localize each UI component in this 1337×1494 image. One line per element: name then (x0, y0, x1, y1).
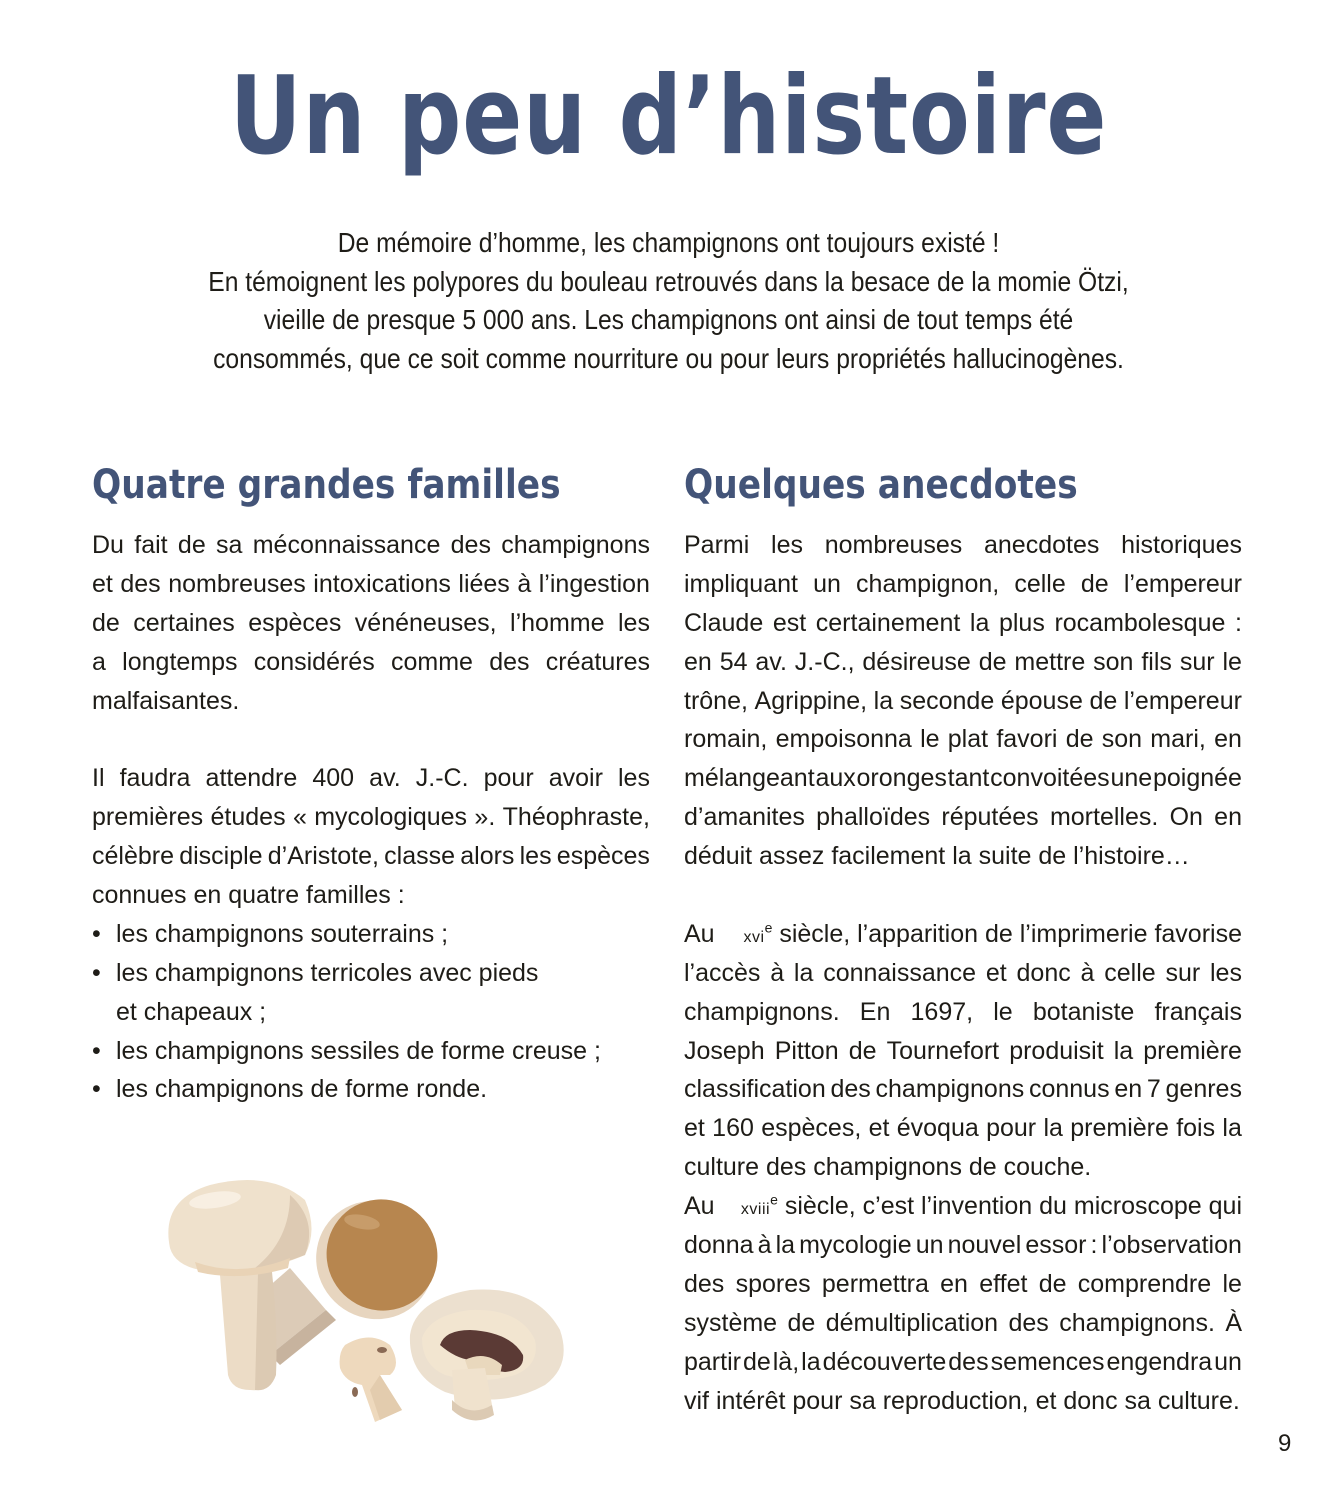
text-word: français (1154, 997, 1242, 1026)
list-item (92, 915, 650, 954)
text-word: longtemps (122, 647, 238, 676)
text-word: disciple (179, 842, 263, 871)
text-line (92, 798, 650, 837)
text-word: la (873, 686, 894, 715)
text-word: fait (134, 531, 168, 559)
text-word: celle (1014, 569, 1066, 598)
text-word: champignon, (856, 569, 1000, 598)
text-word: nombreuses (824, 531, 963, 559)
text-word: Joseph (684, 1036, 765, 1065)
text-line (684, 915, 1242, 954)
text-word: là, (772, 1347, 800, 1376)
text-word: classification (684, 1075, 826, 1104)
century-numeral (741, 1187, 1242, 1226)
text-word: nombreuses (168, 569, 306, 598)
text-word: partir (684, 1347, 741, 1376)
text-word: J.-C., (794, 647, 855, 676)
bullet-icon: • (92, 958, 101, 987)
text-word: Théophraste, (502, 803, 650, 832)
text-word: champignons (501, 531, 650, 559)
text-word: 1697, (910, 997, 974, 1026)
text-word: en (1214, 725, 1242, 754)
text-word: épouse (1000, 686, 1083, 715)
text-word: mycologiques (314, 803, 468, 832)
text-word: mortelles. (1049, 803, 1159, 832)
text-word: certaines (133, 608, 235, 637)
text-line (92, 565, 650, 604)
text-word: désireuse (862, 647, 971, 676)
text-word: d’Aristote, (267, 842, 379, 871)
text-word: de (742, 1347, 771, 1376)
text-word: de (848, 1036, 877, 1065)
text-line (684, 1226, 1242, 1265)
text-word: ». (474, 803, 496, 832)
text-line (92, 759, 650, 798)
text-word: champignons. (1059, 1308, 1215, 1337)
text-word: la (801, 1347, 821, 1376)
text-word: fois (1176, 1114, 1216, 1143)
text-line (684, 1109, 1242, 1148)
text-line (92, 643, 650, 682)
text-word: les (771, 531, 803, 559)
text-word: de (787, 1308, 816, 1337)
text-word: On (1169, 803, 1203, 832)
text-word: des (684, 1269, 725, 1298)
text-word: historiques (1121, 531, 1242, 559)
text-word: produisit (1009, 1036, 1104, 1065)
text-line (684, 1070, 1242, 1109)
text-word: liées (458, 569, 510, 598)
text-word: Agrippine, (754, 686, 868, 715)
text-word: évoqua (896, 1114, 979, 1143)
text-word: fils (1141, 647, 1172, 676)
text-word: champignons. (684, 997, 840, 1026)
text-word: le (920, 725, 940, 754)
text-word: des (948, 1347, 989, 1376)
text-word: nouvel (947, 1231, 1022, 1260)
text-word: a (92, 647, 106, 676)
text-word: et (868, 1114, 890, 1143)
text-word: en (940, 1269, 968, 1298)
text-word: certainement (815, 608, 961, 637)
text-line (684, 1187, 1242, 1226)
text-word: le (993, 997, 1013, 1026)
text-line (684, 1265, 1242, 1304)
anecdotes-paragraph-3 (684, 1187, 1242, 1420)
text-word: est (772, 608, 807, 637)
century-roman: xviii (740, 1201, 771, 1219)
text-word: semences (990, 1347, 1105, 1376)
century-numeral (744, 915, 1243, 954)
text-word: empoisonna (775, 725, 912, 754)
text-word: Parmi (684, 531, 750, 559)
text-word: la (1113, 1036, 1134, 1065)
text-word: les (618, 608, 650, 637)
text-word: av. (755, 647, 787, 676)
text-word: À (1225, 1308, 1242, 1337)
intro-line: vieille de presque 5 000 ans. Les champignons ont ainsi de tout temps été (263, 304, 1074, 336)
text-word: attendre (205, 764, 298, 793)
text-word: la (1043, 1114, 1063, 1143)
text-word: premières (92, 803, 204, 832)
text-word: plus (998, 608, 1045, 637)
text-word: espèces (248, 608, 342, 637)
left-column (92, 456, 650, 1109)
text-word: rocambolesque (1054, 608, 1226, 637)
text-word: la (969, 608, 990, 637)
text-word: première (1143, 1036, 1242, 1065)
text-word: poignée (1152, 764, 1242, 793)
list-item (92, 954, 650, 993)
text-rest: siècle, c’est l’invention du microscope qui (784, 1192, 1242, 1221)
text-word: l’accès (684, 958, 761, 987)
text-word: sur (1165, 958, 1201, 987)
text-word: donc (1016, 958, 1071, 987)
anecdotes-paragraph-1 (684, 526, 1242, 876)
text-word: essor (1025, 1231, 1087, 1260)
text-word: alors (460, 842, 515, 871)
white-mushroom-gills (410, 1290, 564, 1421)
text-line (684, 993, 1242, 1032)
text-word: à (757, 1231, 772, 1260)
text-word: classe (384, 842, 456, 871)
text-word: la (1222, 1114, 1242, 1143)
text-word: genres (1165, 1075, 1242, 1104)
text-word: le (1222, 647, 1242, 676)
text-word: l’observation (1101, 1231, 1242, 1260)
text-word: créatures (545, 647, 650, 676)
text-word: anecdotes (984, 531, 1100, 559)
text-word: le (1222, 1269, 1242, 1298)
text-word: celle (1104, 958, 1156, 987)
text-word: des (830, 1075, 871, 1104)
text-word: : (1234, 608, 1242, 637)
text-word: méconnaissance (252, 531, 441, 559)
text-word: un (813, 569, 841, 598)
text-word: romain, (684, 725, 768, 754)
text-line (684, 759, 1242, 798)
text-word: des (120, 569, 161, 598)
text-word: mari, (1150, 725, 1206, 754)
bullet-icon: • (92, 1075, 101, 1104)
text-word: connus (1028, 1075, 1110, 1104)
text-line (684, 643, 1242, 682)
text-line (684, 604, 1242, 643)
intro-line: consommés, que ce soit comme nourriture ou pour leurs propriétés hallucinogènes. (213, 343, 1124, 375)
text-line: culture des champignons de couche. (684, 1153, 1092, 1182)
right-column (684, 456, 1242, 1420)
text-word: 54 (719, 647, 748, 676)
text-word: oronges (856, 764, 947, 793)
text-word: les (519, 842, 552, 871)
intro-paragraph (100, 224, 1237, 379)
text-word: espèces (556, 842, 650, 871)
text-word: les (1210, 958, 1242, 987)
bullet-icon: • (92, 1036, 101, 1065)
white-mushroom-small (340, 1338, 402, 1423)
text-word: phalloïdes (816, 803, 931, 832)
text-word: comme (390, 647, 473, 676)
text-word: seconde (899, 686, 995, 715)
text-word: 160 (712, 1114, 754, 1143)
text-word: l’homme (510, 608, 605, 637)
text-word: sur (1179, 647, 1215, 676)
text-line (92, 604, 650, 643)
list-item-text: les champignons sessiles de forme creuse ; (116, 1036, 601, 1065)
text-word: et (92, 569, 113, 598)
text-word: comprendre (1077, 1269, 1212, 1298)
text-word: de (1089, 686, 1118, 715)
text-word: « (292, 803, 307, 832)
text-word: et (684, 1114, 705, 1143)
century-roman: xvi (743, 928, 765, 946)
text-line: vif intérêt pour sa reproduction, et donc sa culture. (684, 1386, 1240, 1415)
families-list (92, 915, 650, 1109)
text-word: l’empereur (1123, 569, 1242, 598)
text-word: mycologie (799, 1231, 912, 1260)
text-word: permettra (821, 1269, 929, 1298)
text-word: la (775, 1231, 796, 1260)
anecdotes-paragraph-2 (684, 915, 1242, 1187)
text-word: un (1214, 1347, 1242, 1376)
text-word: les (618, 764, 650, 793)
text-word: connaissance (823, 958, 977, 987)
text-word: d’amanites (684, 803, 805, 832)
text-word: intoxications (313, 569, 451, 598)
text-word: de (1080, 569, 1109, 598)
text-word: de (1038, 1269, 1067, 1298)
text-word: av. (369, 764, 401, 793)
intro-line: En témoignent les polypores du bouleau retrouvés dans la besace de la momie Ötzi, (208, 265, 1129, 297)
text-word: effet (979, 1269, 1028, 1298)
text-word: à (517, 569, 532, 598)
section-heading-families: Quatre grandes familles (92, 462, 561, 508)
text-word: la (793, 958, 814, 987)
text-word: vénéneuses, (354, 608, 497, 637)
text-line: malfaisantes. (92, 686, 240, 715)
text-rest: siècle, l’apparition de l’imprimerie favorise (779, 919, 1242, 948)
text-line (684, 798, 1242, 837)
text-word: en (1214, 803, 1242, 832)
text-word: l’empereur (1123, 686, 1242, 715)
text-word: botaniste (1032, 997, 1135, 1026)
list-item-continuation: et chapeaux ; (116, 997, 267, 1026)
list-item-text: les champignons terricoles avec pieds (116, 958, 539, 987)
century-suffix: e (764, 919, 773, 936)
text-word: trône, (684, 686, 748, 715)
list-item-text: les champignons de forme ronde. (116, 1075, 488, 1104)
text-word: système (684, 1308, 778, 1337)
text-word: 7 (1146, 1075, 1161, 1104)
list-item-text: les champignons souterrains ; (116, 919, 449, 948)
text-word: célèbre (92, 842, 174, 871)
text-word: Tournefort (886, 1036, 1000, 1065)
text-word: impliquant (684, 569, 798, 598)
text-word: Il (92, 764, 105, 793)
text-word: : (1090, 1231, 1098, 1260)
text-word: son (1101, 725, 1143, 754)
text-word: mettre (1014, 647, 1086, 676)
text-word: spores (735, 1269, 811, 1298)
text-line (684, 526, 1242, 565)
page-number: 9 (1278, 1430, 1292, 1457)
text-word: pour (986, 1114, 1037, 1143)
text-line (684, 1343, 1242, 1382)
text-word: de (978, 647, 1007, 676)
text-line: connues en quatre familles : (92, 881, 405, 910)
text-line (684, 682, 1242, 721)
text-word: espèces, (761, 1114, 862, 1143)
text-word: favori (996, 725, 1058, 754)
text-line (684, 720, 1242, 759)
text-word: démultiplication (825, 1308, 999, 1337)
list-item (92, 1032, 650, 1071)
text-word: réputées (941, 803, 1039, 832)
text-word: à (1080, 958, 1095, 987)
text-word: avoir (548, 764, 603, 793)
text-word: Au (684, 1192, 715, 1221)
text-line (684, 1032, 1242, 1071)
section-heading-anecdotes: Quelques anecdotes (684, 462, 1078, 508)
text-word: des (1008, 1308, 1049, 1337)
text-word: des (450, 531, 491, 559)
text-word: pour (483, 764, 534, 793)
text-word: et (985, 958, 1007, 987)
text-word: son (1093, 647, 1134, 676)
text-word: une (1110, 764, 1153, 793)
text-word: 400 (312, 764, 355, 793)
text-word: J.-C. (415, 764, 469, 793)
text-word: découverte (822, 1347, 947, 1376)
text-word: études (210, 803, 286, 832)
text-word: champignons (875, 1075, 1025, 1104)
mushrooms-illustration (140, 1160, 610, 1440)
text-word: En (859, 997, 891, 1026)
text-word: engendra (1106, 1347, 1213, 1376)
text-word: de (92, 608, 120, 637)
text-word: à (770, 958, 785, 987)
century-suffix: e (770, 1191, 778, 1208)
text-word: des (489, 647, 530, 676)
text-word: de (177, 531, 206, 559)
text-word: donna (684, 1231, 754, 1260)
text-word: Du (92, 531, 124, 559)
text-word: en (1114, 1075, 1143, 1104)
text-word: l’ingestion (538, 569, 650, 598)
bullet-icon: • (92, 919, 101, 948)
text-line (684, 1304, 1242, 1343)
text-word: première (1070, 1114, 1169, 1143)
text-word: tant (947, 764, 990, 793)
text-line (92, 837, 650, 876)
families-paragraph-1 (92, 526, 650, 720)
text-word: mélangeant (684, 764, 815, 793)
text-word: en (684, 647, 712, 676)
text-word: Claude (684, 608, 764, 637)
text-line: déduit assez facilement la suite de l’histoire… (684, 842, 1190, 871)
page-title: Un peu d’histoire (229, 54, 1108, 179)
text-word: Pitton (774, 1036, 839, 1065)
text-word: considérés (253, 647, 375, 676)
intro-line: De mémoire d’homme, les champignons ont toujours existé ! (337, 227, 1000, 258)
text-word: sa (216, 531, 243, 559)
text-line (684, 954, 1242, 993)
text-line (92, 526, 650, 565)
list-item (92, 1070, 650, 1109)
text-word: faudra (119, 764, 191, 793)
text-word: un (915, 1231, 944, 1260)
families-paragraph-2 (92, 759, 650, 915)
text-word: de (1065, 725, 1094, 754)
text-word: convoitées (990, 764, 1110, 793)
text-word: aux (815, 764, 856, 793)
text-word: Au (684, 919, 715, 948)
text-word: plat (947, 725, 989, 754)
text-line (684, 565, 1242, 604)
